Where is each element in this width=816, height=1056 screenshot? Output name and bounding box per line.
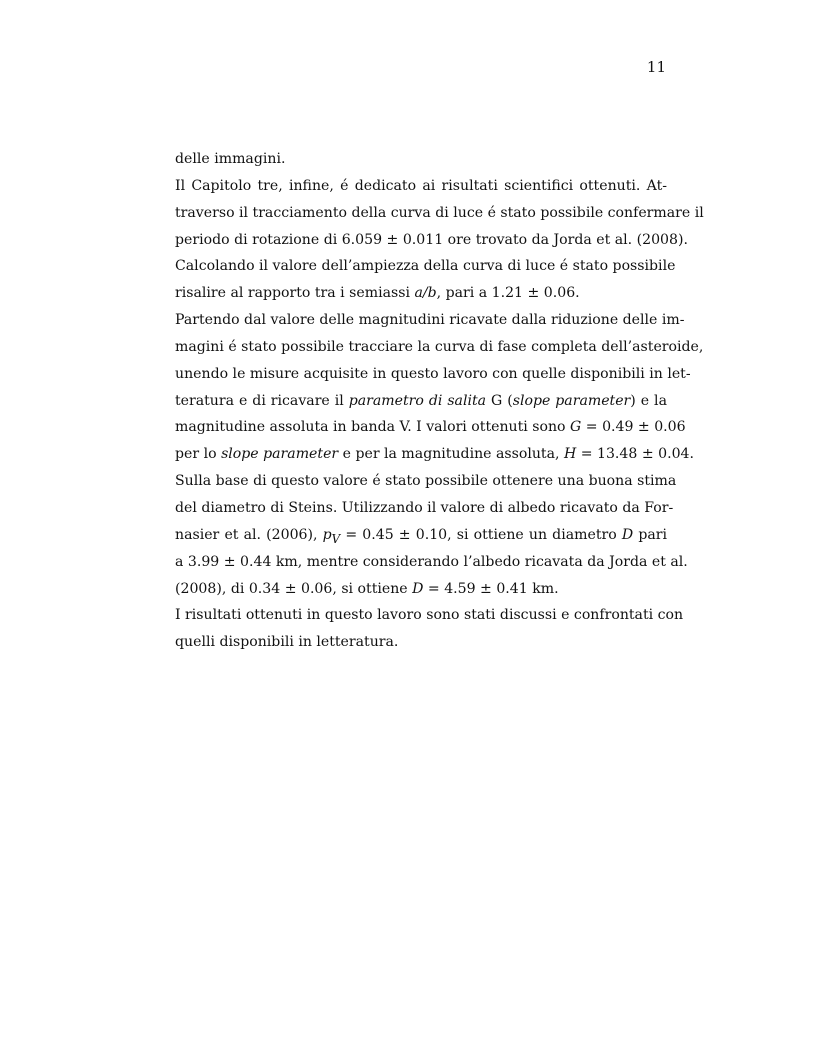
- text-segment: I risultati ottenuti in questo lavoro sono stati discussi e confrontati con: [175, 607, 684, 624]
- italic-text: D: [621, 526, 634, 543]
- text-line: [175, 576, 667, 603]
- text-segment: G (: [486, 392, 513, 409]
- text-segment: = 4.59 ± 0.41 km.: [423, 580, 559, 597]
- text-line: [175, 495, 674, 522]
- text-segment: = 0.45 ± 0.10, si ottiene un diametro: [340, 526, 622, 543]
- text-line: [175, 146, 667, 173]
- text-line: [175, 227, 688, 254]
- text-line: [175, 549, 688, 576]
- italic-text: D: [412, 580, 424, 597]
- text-segment: = 0.49 ± 0.06: [581, 419, 686, 436]
- text-segment: Il Capitolo tre, infine, é dedicato ai risultati scientifici ottenuti. At-: [175, 177, 667, 194]
- text-segment: quelli disponibili in letteratura.: [175, 634, 399, 651]
- text-line: [175, 253, 676, 280]
- text-line: [175, 280, 667, 307]
- text-segment: periodo di rotazione di 6.059 ± 0.011 ore trovato da Jorda et al. (2008).: [175, 231, 688, 248]
- text-segment: magnitudine assoluta in banda V. I valori ottenuti sono: [175, 419, 571, 436]
- italic-text: G: [570, 419, 582, 436]
- italic-text: a/b: [414, 285, 437, 302]
- text-segment: ) e la: [630, 392, 667, 409]
- italic-text: parametro di salita: [348, 392, 487, 409]
- text-segment: e per la magnitudine assoluta,: [338, 446, 564, 463]
- text-segment: traverso il tracciamento della curva di luce é stato possibile confermare il: [175, 204, 704, 221]
- text-line: [175, 173, 667, 200]
- text-line: [175, 388, 667, 415]
- text-line: [175, 334, 704, 361]
- text-segment: , pari a 1.21 ± 0.06.: [436, 285, 580, 302]
- text-segment: Partendo dal valore delle magnitudini ricavate dalla riduzione delle im-: [175, 312, 685, 329]
- text-line: [175, 361, 691, 388]
- text-segment: nasier et al. (2006),: [175, 526, 323, 543]
- italic-text: H: [563, 446, 577, 463]
- text-line: [175, 200, 704, 227]
- text-segment: unendo le misure acquisite in questo lavoro con quelle disponibili in let-: [175, 365, 691, 382]
- text-segment: Calcolando il valore dell’ampiezza della curva di luce é stato possibile: [175, 258, 676, 275]
- body-text: [175, 146, 704, 656]
- text-line: [175, 468, 677, 495]
- text-segment: teratura e di ricavare il: [175, 392, 349, 409]
- text-line: [175, 307, 685, 334]
- text-segment: (2008), di 0.34 ± 0.06, si ottiene: [175, 580, 413, 597]
- text-line: [175, 522, 667, 549]
- italic-text: p: [322, 526, 332, 543]
- text-segment: Sulla base di questo valore é stato possibile ottenere una buona stima: [175, 473, 677, 490]
- text-line: [175, 629, 667, 656]
- text-segment: a 3.99 ± 0.44 km, mentre considerando l’albedo ricavata da Jorda et al.: [175, 553, 688, 570]
- text-segment: pari: [633, 526, 667, 543]
- text-segment: del diametro di Steins. Utilizzando il valore di albedo ricavato da For-: [175, 499, 674, 516]
- text-segment: risalire al rapporto tra i semiassi: [175, 285, 415, 302]
- page-number: 11: [646, 58, 666, 76]
- subscript: V: [331, 531, 341, 546]
- italic-text: slope parameter: [512, 392, 631, 409]
- text-segment: per lo: [175, 446, 222, 463]
- italic-text: slope parameter: [221, 446, 339, 463]
- text-segment: delle immagini.: [175, 151, 286, 167]
- text-segment: = 13.48 ± 0.04.: [576, 446, 694, 463]
- text-line: [175, 441, 694, 468]
- text-line: [175, 414, 686, 441]
- text-line: [175, 602, 684, 629]
- text-segment: magini é stato possibile tracciare la curva di fase completa dell’asteroide,: [175, 338, 704, 355]
